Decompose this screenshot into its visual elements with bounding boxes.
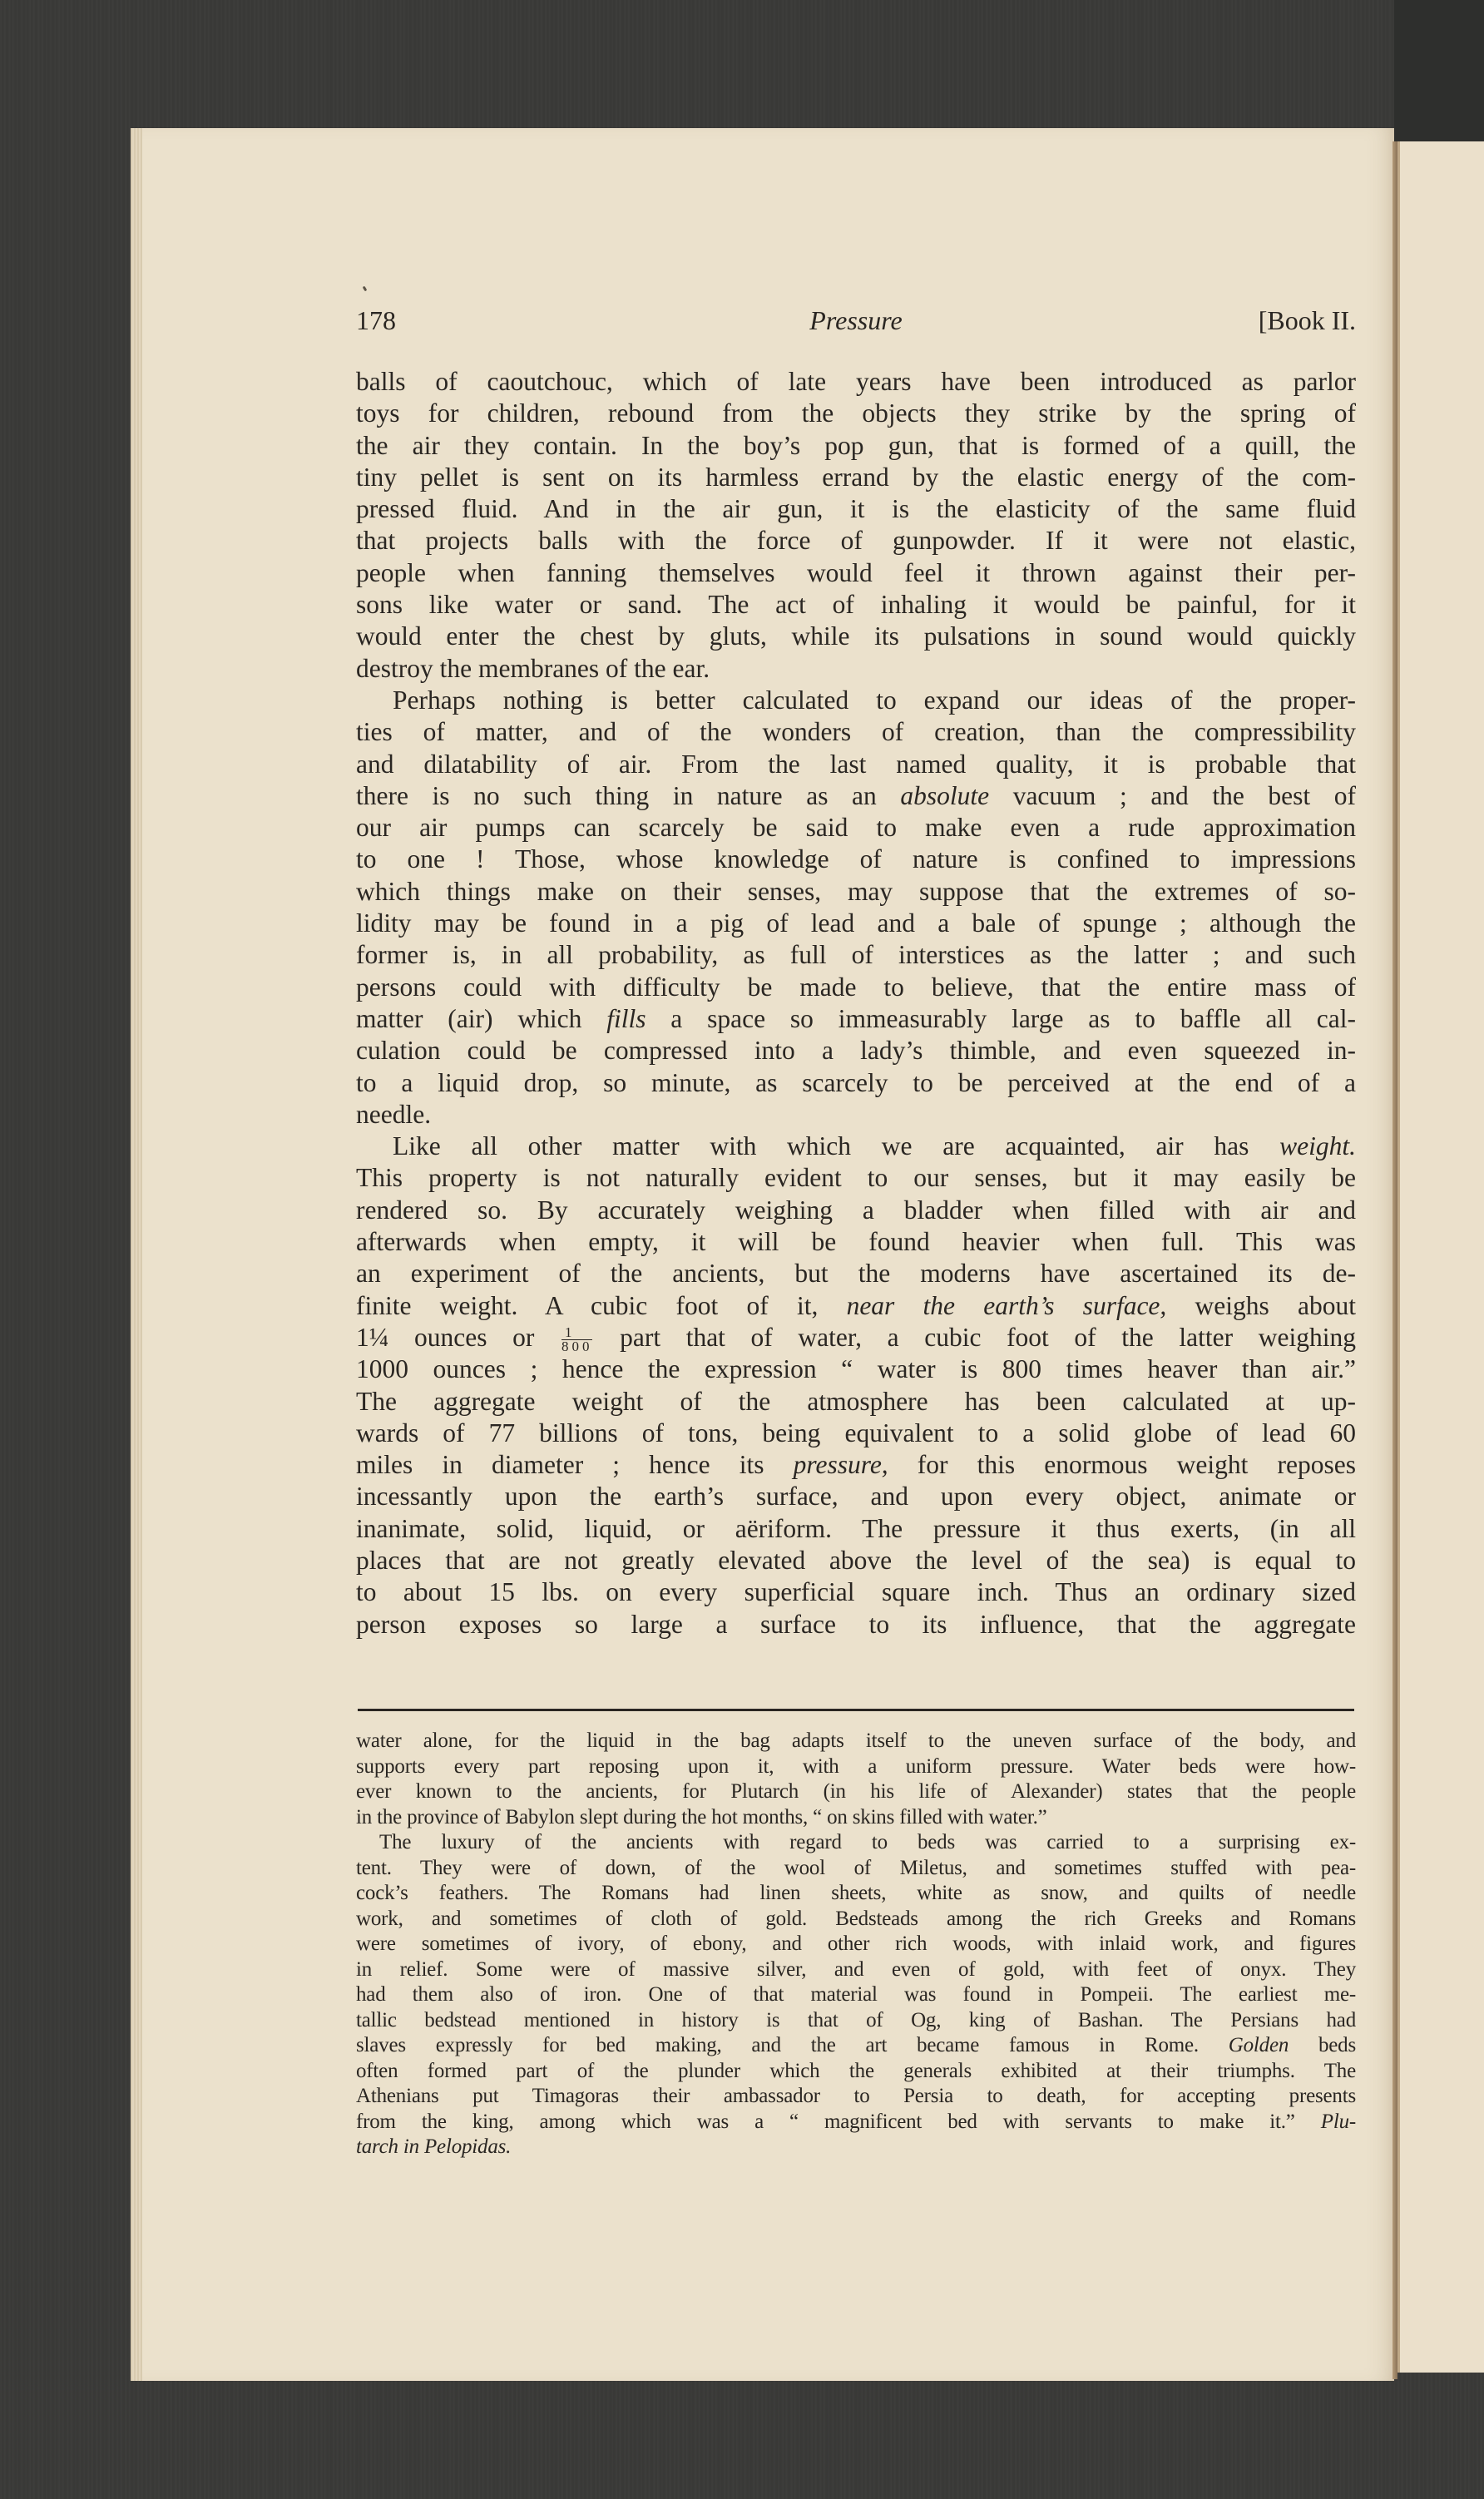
footnote-line <box>356 2033 1356 2059</box>
footnote-line: tent. They were of down, of the wool of Miletus, and sometimes stuffed with pea- <box>356 1856 1356 1879</box>
text-line: needle. <box>356 1099 432 1129</box>
italic-citation: tarch in Pelopidas. <box>356 2135 512 2158</box>
facing-page-edge <box>1397 141 1484 2373</box>
italic-citation: Plu- <box>1320 2110 1356 2133</box>
text-line: person exposes so large a surface to its influence, that the aggregate <box>356 1609 1356 1639</box>
footnote-line: The luxury of the ancients with regard to beds was carried to a surprising ex- <box>379 1831 1356 1853</box>
text-segment: 1¼ ounces or <box>356 1322 560 1352</box>
footnote-line: often formed part of the plunder which the generals exhibited at their triumphs. The <box>356 2059 1356 2082</box>
text-line: places that are not greatly elevated above the level of the sea) is equal to <box>356 1545 1356 1575</box>
text-segment: Like all other matter with which we are acquainted, air has <box>393 1131 1280 1161</box>
main-text <box>356 366 1356 1640</box>
footnote-line: water alone, for the liquid in the bag adapts itself to the uneven surface of the body, and <box>356 1730 1356 1752</box>
italic-term: pressure, <box>793 1450 888 1480</box>
text-segment: slaves expressly for bed making, and the art became famous in Rome. <box>356 2034 1229 2056</box>
footnote-line: in the province of Babylon slept during the hot months, “ on skins filled with water.” <box>356 1805 1047 1828</box>
footnote-line <box>356 2110 1356 2135</box>
text-segment: part that of water, a cubic foot of the latter weighing <box>594 1322 1356 1352</box>
text-line: to one ! Those, whose knowledge of nature is confined to impressions <box>356 844 1356 874</box>
text-line <box>356 1290 1356 1322</box>
text-line: former is, in all probability, as full of interstices as the latter ; and such <box>356 940 1356 970</box>
text-line: pressed fluid. And in the air gun, it is the elasticity of the same fluid <box>356 494 1356 524</box>
footnote-line: work, and sometimes of cloth of gold. Bedsteads among the rich Greeks and Romans <box>356 1907 1356 1930</box>
chapter-title: Pressure <box>809 305 903 335</box>
text-line: ties of matter, and of the wonders of creation, than the compressibility <box>356 717 1356 747</box>
text-line: The aggregate weight of the atmosphere has been calculated at up- <box>356 1386 1356 1416</box>
book-cover <box>1394 0 1484 146</box>
text-line: rendered so. By accurately weighing a bladder when filled with air and <box>356 1195 1356 1225</box>
fraction-numerator: 1 <box>561 1326 593 1340</box>
footnote-line: ever known to the ancients, for Plutarch (in his life of Alexander) states that the people <box>356 1780 1356 1803</box>
footnote-line: tallic bedstead mentioned in history is that of Og, king of Bashan. The Persians had <box>356 2008 1356 2031</box>
text-line: This property is not naturally evident to our senses, but it may easily be <box>356 1163 1356 1193</box>
text-line: to a liquid drop, so minute, as scarcely to be perceived at the end of a <box>356 1067 1356 1097</box>
text-segment: miles in diameter ; hence its <box>356 1450 794 1480</box>
text-line: people when fanning themselves would feel it thrown against their per- <box>356 557 1356 587</box>
footnote <box>356 1729 1356 2160</box>
fraction <box>561 1326 593 1353</box>
footnote-line: had them also of iron. One of that material was found in Pompeii. The earliest me- <box>356 1983 1356 2006</box>
text-line <box>356 1003 1356 1035</box>
text-line: would enter the chest by gluts, while its pulsations in sound would quickly <box>356 621 1356 651</box>
text-segment: from the king, among which was a “ magnificent bed with servants to make it.” <box>356 2110 1321 2133</box>
text-line: to about 15 lbs. on every superficial square inch. Thus an ordinary sized <box>356 1577 1356 1607</box>
text-line: toys for children, rebound from the objects they strike by the spring of <box>356 398 1356 428</box>
footnote-line: supports every part reposing upon it, with a uniform pressure. Water beds were how- <box>356 1754 1356 1778</box>
footnote-line: Athenians put Timagoras their ambassador to Persia to death, for accepting presents <box>356 2085 1356 2107</box>
text-line <box>356 1131 1356 1162</box>
text-line <box>356 780 1356 812</box>
text-line: that projects balls with the force of gunpowder. If it were not elastic, <box>356 526 1356 556</box>
text-segment: for this enormous weight reposes <box>888 1450 1356 1480</box>
text-line: persons could with difficulty be made to believe, that the entire mass of <box>356 972 1356 1002</box>
italic-term: absolute <box>900 780 990 810</box>
text-line: balls of caoutchouc, which of late years have been introduced as parlor <box>356 367 1356 396</box>
text-line: wards of 77 billions of tons, being equivalent to a solid globe of lead 60 <box>356 1418 1356 1447</box>
text-line: which things make on their senses, may suppose that the extremes of so- <box>356 876 1356 906</box>
footnote-line: in relief. Some were of massive silver, and even of gold, with feet of onyx. They <box>356 1957 1356 1981</box>
text-segment: weighs about <box>1166 1290 1356 1320</box>
text-line <box>356 1449 1356 1481</box>
text-line: the air they contain. In the boy’s pop gun, that is formed of a quill, the <box>356 430 1356 460</box>
text-line: culation could be compressed into a lady’s thimble, and even squeezed in- <box>356 1036 1356 1066</box>
text-segment: a space so immeasurably large as to baffle all cal- <box>646 1003 1356 1033</box>
text-segment: matter (air) which <box>356 1003 607 1033</box>
text-line: 1000 ounces ; hence the expression “ water is 800 times heaver than air.” <box>356 1354 1356 1384</box>
text-segment: beds <box>1289 2034 1356 2056</box>
italic-term: Golden <box>1228 2034 1289 2056</box>
footnote-line <box>356 2135 1356 2160</box>
book-gutter <box>1392 141 1397 2379</box>
page-number: 178 <box>356 305 396 335</box>
page-stack-edge <box>131 128 142 2381</box>
text-line: Perhaps nothing is better calculated to expand our ideas of the proper- <box>393 685 1356 715</box>
italic-term: weight. <box>1279 1131 1356 1161</box>
text-line: incessantly upon the earth’s surface, and upon every object, animate or <box>356 1482 1356 1512</box>
text-line: an experiment of the ancients, but the moderns have ascertained its de- <box>356 1259 1356 1289</box>
book-label: [Book II. <box>1258 305 1356 335</box>
footnote-divider <box>358 1709 1354 1711</box>
fraction-denominator: 800 <box>561 1339 593 1355</box>
italic-term: near the earth’s surface, <box>846 1290 1167 1320</box>
text-line: inanimate, solid, liquid, or aëriform. The pressure it thus exerts, (in all <box>356 1513 1356 1543</box>
text-segment: finite weight. A cubic foot of it, <box>356 1290 847 1320</box>
text-segment: vacuum ; and the best of <box>989 780 1356 810</box>
running-head <box>356 299 1356 341</box>
text-line: afterwards when empty, it will be found heavier when full. This was <box>356 1227 1356 1257</box>
text-line: destroy the membranes of the ear. <box>356 653 710 683</box>
italic-term: fills <box>606 1003 646 1033</box>
footnote-line: were sometimes of ivory, of ebony, and other rich woods, with inlaid work, and figures <box>356 1932 1356 1955</box>
text-line: tiny pellet is sent on its harmless errand by the elastic energy of the com- <box>356 462 1356 492</box>
text-line: and dilatability of air. From the last named quality, it is probable that <box>356 749 1356 779</box>
text-line: our air pumps can scarcely be said to make even a rude approximation <box>356 813 1356 843</box>
text-segment: there is no such thing in nature as an <box>356 780 901 810</box>
text-line: sons like water or sand. The act of inhaling it would be painful, for it <box>356 590 1356 620</box>
footnote-line: cock’s feathers. The Romans had linen sheets, white as snow, and quilts of needle <box>356 1882 1356 1904</box>
text-line: lidity may be found in a pig of lead and a bale of spunge ; although the <box>356 908 1356 938</box>
text-line <box>356 1322 1356 1353</box>
